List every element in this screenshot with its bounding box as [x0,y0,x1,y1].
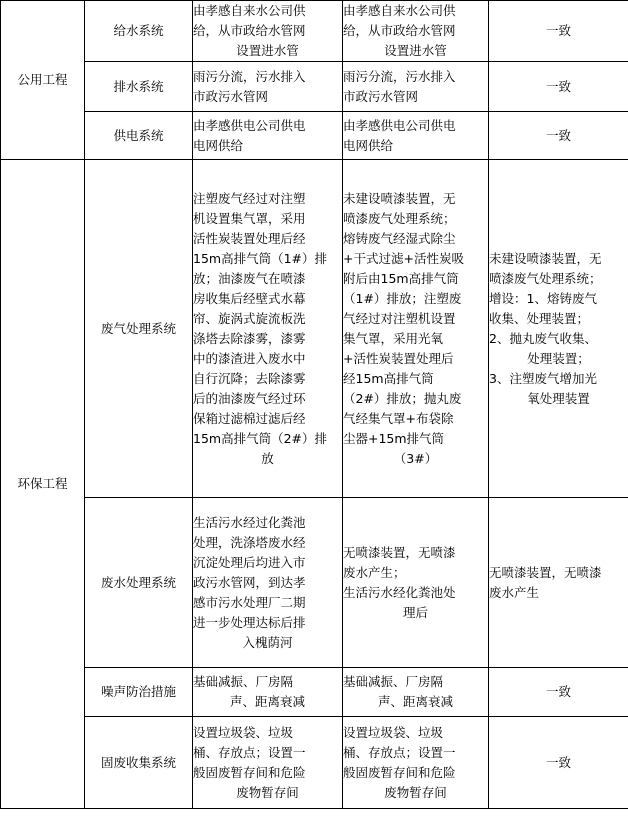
result-cell: 一致 [489,668,628,717]
text-line: 由孝感供电公司供电 [343,117,456,133]
text-line: 未建设喷漆装置，无 [489,250,602,266]
text-line: 气经集气罩+布袋除 [343,410,454,426]
text-line: 声、距离衰减 [229,694,305,709]
text-line: （3#） [393,450,438,466]
text-line: 保箱过滤棉过滤后经 [193,410,306,426]
text-line: 废物暂存间 [236,784,299,800]
text-line: 政污水管网，到达孝 [193,574,306,590]
result-cell: 一致 [489,717,628,809]
text-line: 给，从市政给水管网 [343,23,456,38]
text-line: 废水产生 [489,584,540,600]
text-line: +干式过滤+活性炭吸 [343,250,464,266]
before-cell [193,160,343,498]
text-line: 生活污水经化粪池处 [343,584,456,600]
text-line: 电网供给 [343,137,394,153]
text-line: 增设：1、熔铸废气 [489,290,597,306]
text-line: （2#）排放；抛丸废 [343,390,462,406]
text-line: 市政污水管网 [193,88,269,104]
after-cell [343,717,489,809]
text-line: 般固废暂存间和危险 [343,764,456,780]
text-line: +活性炭装置处理后 [343,350,454,366]
category-cell: 公用工程 [1,1,85,160]
after-cell [343,112,489,160]
text-line: 附后由15m高排气筒 [343,270,459,286]
text-line: 感市污水处理厂二期 [193,594,306,610]
text-line: 自行沉降；去除漆雾 [193,370,306,386]
text-line: 基础减振、厂房隔 [193,674,294,689]
result-cell: 一致 [489,1,628,62]
text-line: 声、距离衰减 [377,694,453,709]
text-line: 由孝感供电公司供电 [193,117,306,133]
text-line: （1#）排放；注塑废 [343,290,462,306]
text-line: 电网供给 [193,137,244,153]
text-line: 15m高排气筒（1#）排 [193,250,328,266]
text-line: 氧处理装置 [527,390,590,406]
text-line: 尘器+15m排气筒 [343,430,445,446]
text-line: 市政污水管网 [343,88,419,104]
text-line: 无喷漆装置，无喷漆 [489,564,602,580]
before-cell [193,1,343,62]
text-line: 设置进水管 [236,43,299,58]
before-cell [193,717,343,809]
text-line: 桶、存放点；设置一 [193,744,306,760]
text-line: 沉淀处理后均进入市 [193,554,306,570]
result-cell: 一致 [489,62,628,112]
text-line: 机设置集气罩，采用 [193,210,306,226]
text-line: 设置垃圾袋、垃圾 [193,724,294,740]
text-line: 房收集后经壁式水幕 [193,290,306,306]
text-line: 2、抛丸废气收集、 [489,330,597,346]
system-cell: 给水系统 [85,1,193,62]
system-cell: 噪声防治措施 [85,668,193,717]
text-line: 入槐荫河 [242,634,293,650]
text-line: 雨污分流，污水排入 [193,68,306,84]
category-cell: 环保工程 [1,160,85,809]
text-line: 注塑废气经过对注塑 [193,190,306,206]
after-cell [343,498,489,668]
after-cell [343,1,489,62]
text-line: 熔铸废气经湿式除尘 [343,230,456,246]
text-line: 喷漆废气处理系统； [343,210,456,226]
text-line: 由孝感自来水公司供 [343,3,456,18]
table-row [1,668,628,717]
system-cell: 废水处理系统 [85,498,193,668]
text-line: 经15m高排气筒 [343,370,434,386]
text-line: 帘、旋涡式旋流板洗 [193,310,306,326]
text-line: 集气罩，采用光氧 [343,330,444,346]
before-cell [193,62,343,112]
result-cell: 一致 [489,112,628,160]
text-line: 喷漆废气处理系统； [489,270,602,286]
text-line: 进一步处理达标后排 [193,614,306,630]
text-line: 处理装置； [527,350,590,366]
system-cell: 排水系统 [85,62,193,112]
text-line: 放 [261,450,274,466]
text-line: 涤塔去除漆雾，漆雾 [193,330,306,346]
text-line: 理后 [402,604,428,620]
system-cell: 废气处理系统 [85,160,193,498]
text-line: 活性炭装置处理后经 [193,230,306,246]
text-line: 3、注塑废气增加光 [489,370,597,386]
text-line: 气经过对注塑机设置 [343,310,456,326]
text-line: 给，从市政给水管网 [193,23,306,38]
text-line: 雨污分流，污水排入 [343,68,456,84]
system-cell: 供电系统 [85,112,193,160]
text-line: 未建设喷漆装置，无 [343,190,456,206]
text-line: 生活污水经过化粪池 [193,514,306,530]
text-line: 般固废暂存间和危险 [193,764,306,780]
before-cell [193,112,343,160]
text-line: 15m高排气筒（2#）排 [193,430,328,446]
before-cell [193,498,343,668]
result-cell [489,160,628,498]
text-line: 基础减振、厂房隔 [343,674,444,689]
text-line: 废物暂存间 [384,784,447,800]
text-line: 设置进水管 [384,43,447,58]
after-cell [343,160,489,498]
table-row [1,1,628,62]
table-row [1,717,628,809]
table-row [1,112,628,160]
after-cell [343,62,489,112]
text-line: 废水产生； [343,564,406,580]
result-cell [489,498,628,668]
text-line: 桶、存放点；设置一 [343,744,456,760]
table-row [1,62,628,112]
text-line: 无喷漆装置，无喷漆 [343,544,456,560]
text-line: 中的漆渣进入废水中 [193,350,306,366]
text-line: 设置垃圾袋、垃圾 [343,724,444,740]
after-cell [343,668,489,717]
table-row [1,160,628,498]
text-line: 收集、处理装置； [489,310,590,326]
table-row [1,498,628,668]
before-cell [193,668,343,717]
system-cell: 固废收集系统 [85,717,193,809]
text-line: 放；油漆废气在喷漆 [193,270,306,286]
text-line: 由孝感自来水公司供 [193,3,306,18]
text-line: 处理，洗涤塔废水经 [193,534,306,550]
text-line: 后的油漆废气经过环 [193,390,306,406]
